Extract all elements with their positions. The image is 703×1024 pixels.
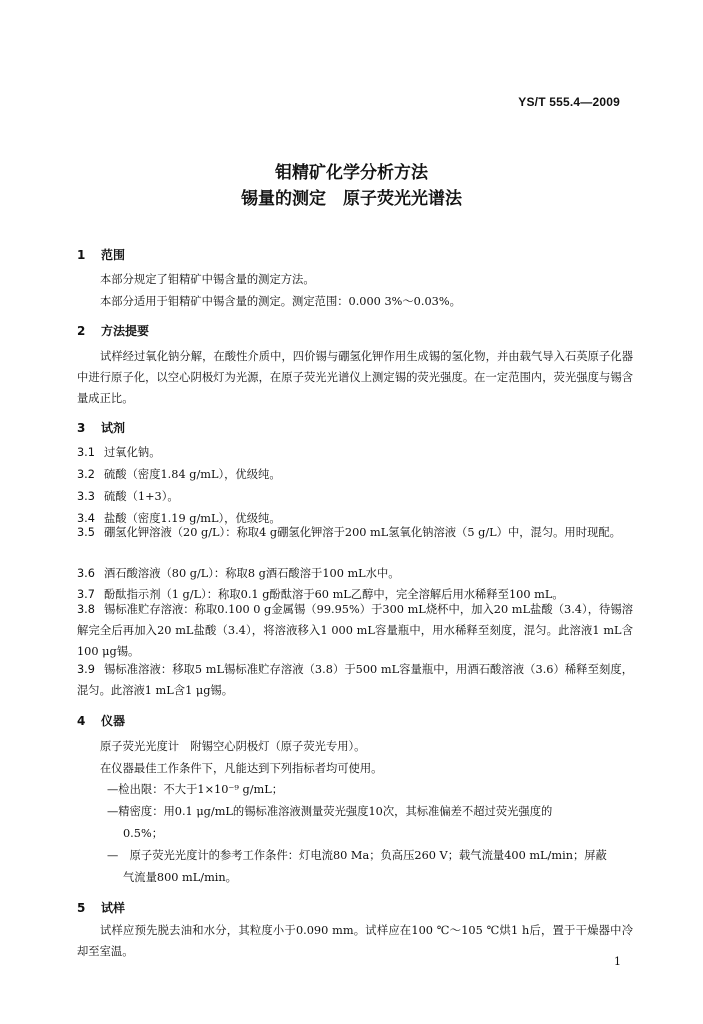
section-5-heading bbox=[77, 899, 125, 916]
sample-paragraph: 试样应预先脱去油和水分，其粒度小于0.090 mm。试样应在100 ℃～105 ℃烘1 h后，置于干燥器中冷却至室温。 bbox=[77, 924, 633, 958]
document-title-line1: 钼精矿化学分析方法 bbox=[275, 163, 428, 183]
standard-number: YS/T 555.4—2009 bbox=[518, 95, 620, 109]
section-4-heading bbox=[77, 712, 125, 729]
section-number: 2 bbox=[77, 324, 86, 338]
instrument-paragraph-1: 原子荧光光度计 附锡空心阴极灯（原子荧光专用）。 bbox=[100, 740, 366, 753]
working-conditions-line1: — 原子荧光光度计的参考工作条件：灯电流80 Ma；负高压260 V；载气流量400 mL/min；屏蔽 bbox=[107, 849, 607, 862]
working-conditions-line2: 气流量800 mL/min。 bbox=[123, 871, 237, 884]
detection-limit-item: —检出限：不大于1×10⁻⁹ g/mL； bbox=[107, 783, 284, 796]
precision-item-line2: 0.5%； bbox=[123, 827, 163, 840]
document-title-line2: 锡量的测定 原子荧光光谱法 bbox=[241, 189, 462, 209]
reagent-item: 3.6 酒石酸溶液（80 g/L）：称取8 g酒石酸溶于100 mL水中。 bbox=[77, 567, 400, 580]
section-1-heading bbox=[77, 246, 125, 263]
reagent-item: 3.1 过氧化钠。 bbox=[77, 446, 161, 459]
section-number: 3 bbox=[77, 421, 86, 435]
instrument-paragraph-2: 在仪器最佳工作条件下，凡能达到下列指标者均可使用。 bbox=[100, 762, 383, 775]
section-number: 4 bbox=[77, 714, 86, 728]
section-title: 试剂 bbox=[101, 421, 126, 435]
page-number: 1 bbox=[614, 955, 621, 968]
reagent-item: 3.7 酚酞指示剂（1 g/L）：称取0.1 g酚酞溶于60 mL乙醇中，完全溶解后用水稀释至100 mL。 bbox=[77, 588, 564, 601]
scope-paragraph-1: 本部分规定了钼精矿中锡含量的测定方法。 bbox=[100, 273, 315, 286]
reagent-item: 3.2 硫酸（密度1.84 g/mL），优级纯。 bbox=[77, 468, 281, 481]
section-title: 方法提要 bbox=[101, 324, 150, 338]
section-2-heading bbox=[77, 322, 149, 339]
precision-item-line1: —精密度：用0.1 μg/mL的锡标准溶液测量荧光强度10次，其标准偏差不超过荧光强度的 bbox=[107, 805, 553, 818]
reagent-item-multiline: 3.5 硼氢化钾溶液（20 g/L）：称取4 g硼氢化钾溶于200 mL氢氧化钠溶液（5 g/L）中，混匀。用时现配。 bbox=[77, 526, 621, 539]
reagent-item-multiline: 3.9 锡标准溶液：移取5 mL锡标准贮存溶液（3.8）于500 mL容量瓶中，用酒石酸溶液（3.6）稀释至刻度，混匀。此溶液1 mL含1 μg锡。 bbox=[77, 663, 633, 697]
method-summary-paragraph: 试样经过氧化钠分解，在酸性介质中，四价锡与硼氢化钾作用生成锡的氢化物，并由载气导入石英原子化器中进行原子化，以空心阴极灯为光源，在原子荧光光谱仪上测定锡的荧光强度。在一定范围内，荧光强度与锡含量成正比。 bbox=[77, 350, 633, 405]
scope-paragraph-2: 本部分适用于钼精矿中锡含量的测定。测定范围：0.000 3%～0.03%。 bbox=[100, 295, 461, 308]
section-title: 仪器 bbox=[101, 714, 126, 728]
reagent-item: 3.4 盐酸（密度1.19 g/mL），优级纯。 bbox=[77, 512, 281, 525]
section-3-heading bbox=[77, 419, 125, 436]
section-title: 范围 bbox=[101, 248, 126, 262]
section-number: 1 bbox=[77, 248, 86, 262]
section-number: 5 bbox=[77, 901, 86, 915]
section-title: 试样 bbox=[101, 901, 126, 915]
reagent-item: 3.3 硫酸（1+3）。 bbox=[77, 490, 179, 503]
reagent-item-multiline: 3.8 锡标准贮存溶液：称取0.100 0 g金属锡（99.95%）于300 mL烧杯中，加入20 mL盐酸（3.4），待锡溶解完全后再加入20 mL盐酸（3.4），将溶液移入1 000 mL容量瓶中，用水稀释至刻度，混匀。此溶液1 mL含100 μg锡。 bbox=[77, 603, 633, 658]
